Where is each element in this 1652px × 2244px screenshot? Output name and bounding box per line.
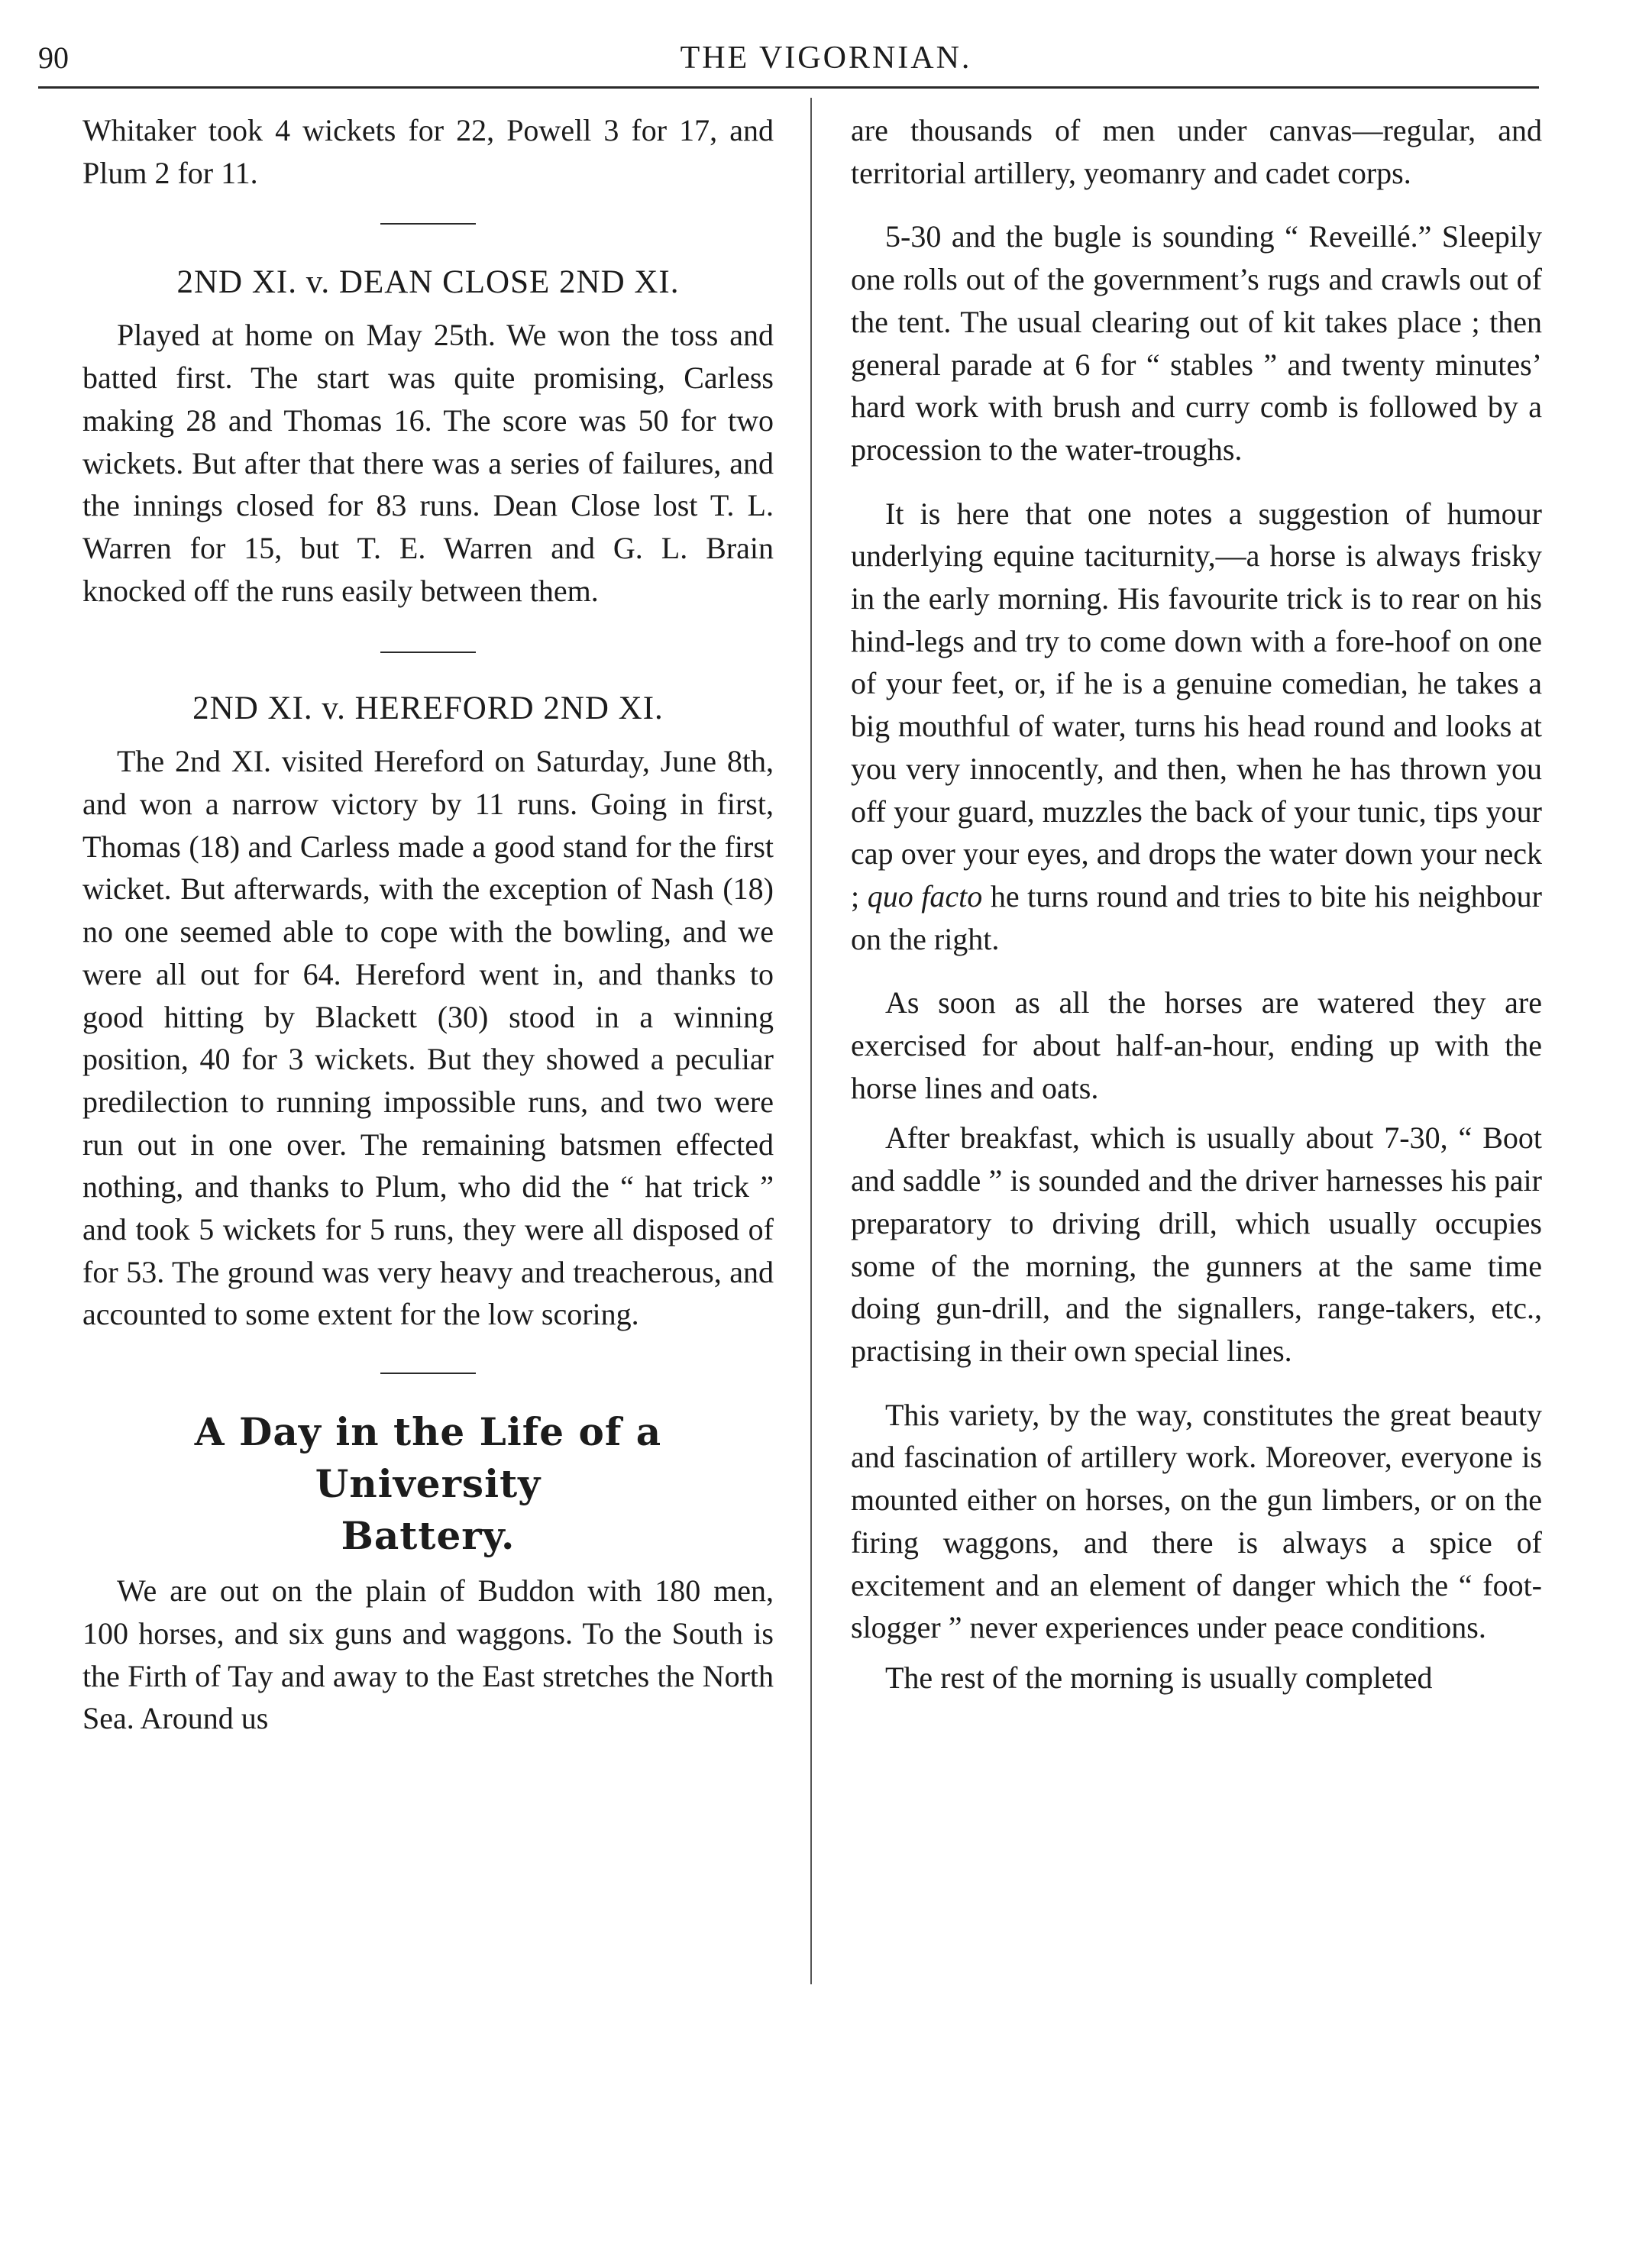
section-separator <box>380 1373 476 1374</box>
article-opening-paragraph: We are out on the plain of Buddon with 180 men, 100 horses, and six guns and waggons. To the South is the Firth of Tay and away to the East stretches the North Sea. Around us <box>82 1573 774 1736</box>
hereford-report: The 2nd XI. visited Hereford on Saturday, June 8th, and won a narrow victory by 11 runs. Going in first, Thomas (18) and Carless made a good stand for the first wicket. But afterwards, with the exception of Nash (18) no one seemed able to cope with the bowling, and we were all out for 64. Hereford went in, and thanks to good hitting by Blackett (30) stood in a winning position, 40 for 3 wickets. But they showed a peculiar predilection to running impossible runs, and two were run out in one over. The remaining batsmen effected nothing, and thanks to Plum, who did the “ hat trick ” and took 5 wickets for 5 runs, they were all disposed of for 53. The ground was very heavy and treacherous, and accounted to some extent for the low scoring. <box>82 744 774 1332</box>
section-heading-dean-close: 2ND XI. v. DEAN CLOSE 2ND XI. <box>176 264 680 301</box>
page-number: 90 <box>38 40 69 75</box>
reveille-paragraph: 5-30 and the bugle is sounding “ Reveillé.” Sleepily one rolls out of the government’s rugs and crawls out of the tent. The usual clearing out of kit takes place ; then general parade at 6 for “ stables ” and twenty minutes’ hard work with brush and curry comb is followed by a procession to the water-troughs. <box>851 219 1542 467</box>
article-title-line-1: A Day in the Life of a University <box>194 1409 662 1507</box>
continuation-paragraph: are thousands of men under canvas—regular, and territorial artillery, yeomanry and cadet corps. <box>851 113 1542 190</box>
left-column <box>82 109 774 1740</box>
artillery-variety-paragraph: This variety, by the way, constitutes the great beauty and fascination of artillery work. Moreover, everyone is mounted either on horses, on the gun limbers, or on the firing waggons, and there is always a spice of excitement and an element of danger which the “ foot-slogger ” never experiences under peace conditions. <box>851 1397 1542 1645</box>
continuation-paragraph: Whitaker took 4 wickets for 22, Powell 3 for 17, and Plum 2 for 11. <box>82 113 774 190</box>
quo-facto-phrase: quo facto <box>867 878 983 913</box>
morning-paragraph: The rest of the morning is usually completed <box>885 1660 1433 1695</box>
horse-humour-text-end: he turns round and tries to bite his neighbour on the right. <box>851 878 1543 956</box>
header-rule <box>38 86 1539 89</box>
watering-paragraph: As soon as all the horses are watered they are exercised for about half-an-hour, ending up with the horse lines and oats. <box>851 985 1542 1105</box>
section-separator <box>380 652 476 653</box>
breakfast-paragraph: After breakfast, which is usually about 7-30, “ Boot and saddle ” is sounded and the driver harnesses his pair preparatory to driving drill, which usually occupies some of the morning, the gunners at the same time doing gun-drill, and the signallers, range-takers, etc., practising in their own special lines. <box>851 1120 1542 1368</box>
horse-humour-text: It is here that one notes a suggestion of humour underlying equine taciturnity,—a horse is always frisky in the early morning. His favourite trick is to rear on his hind-legs and try to come down with a fore-hoof on one of your feet, or, if he is a genuine comedian, he takes a big mouthful of water, turns his head round and looks at you very innocently, and then, when he has thrown you off your guard, muzzles the back of your tunic, tips your cap over your eyes, and drops the water down your neck ; <box>851 496 1542 913</box>
dean-close-report: Played at home on May 25th. We won the toss and batted first. The start was quite promising, Carless making 28 and Thomas 16. The score was 50 for two wickets. But after that there was a series of failures, and the innings closed for 83 runs. Dean Close lost T. L. Warren for 15, but T. E. Warren and G. L. Brain knocked off the runs easily between them. <box>82 318 774 608</box>
section-separator <box>380 223 476 225</box>
right-column <box>851 109 1542 1699</box>
article-title-line-2: Battery. <box>341 1513 516 1559</box>
horse-humour-paragraph <box>851 493 1542 961</box>
running-title: THE VIGORNIAN. <box>680 40 972 76</box>
column-divider <box>810 98 812 1984</box>
section-heading-hereford: 2ND XI. v. HEREFORD 2ND XI. <box>192 690 664 727</box>
